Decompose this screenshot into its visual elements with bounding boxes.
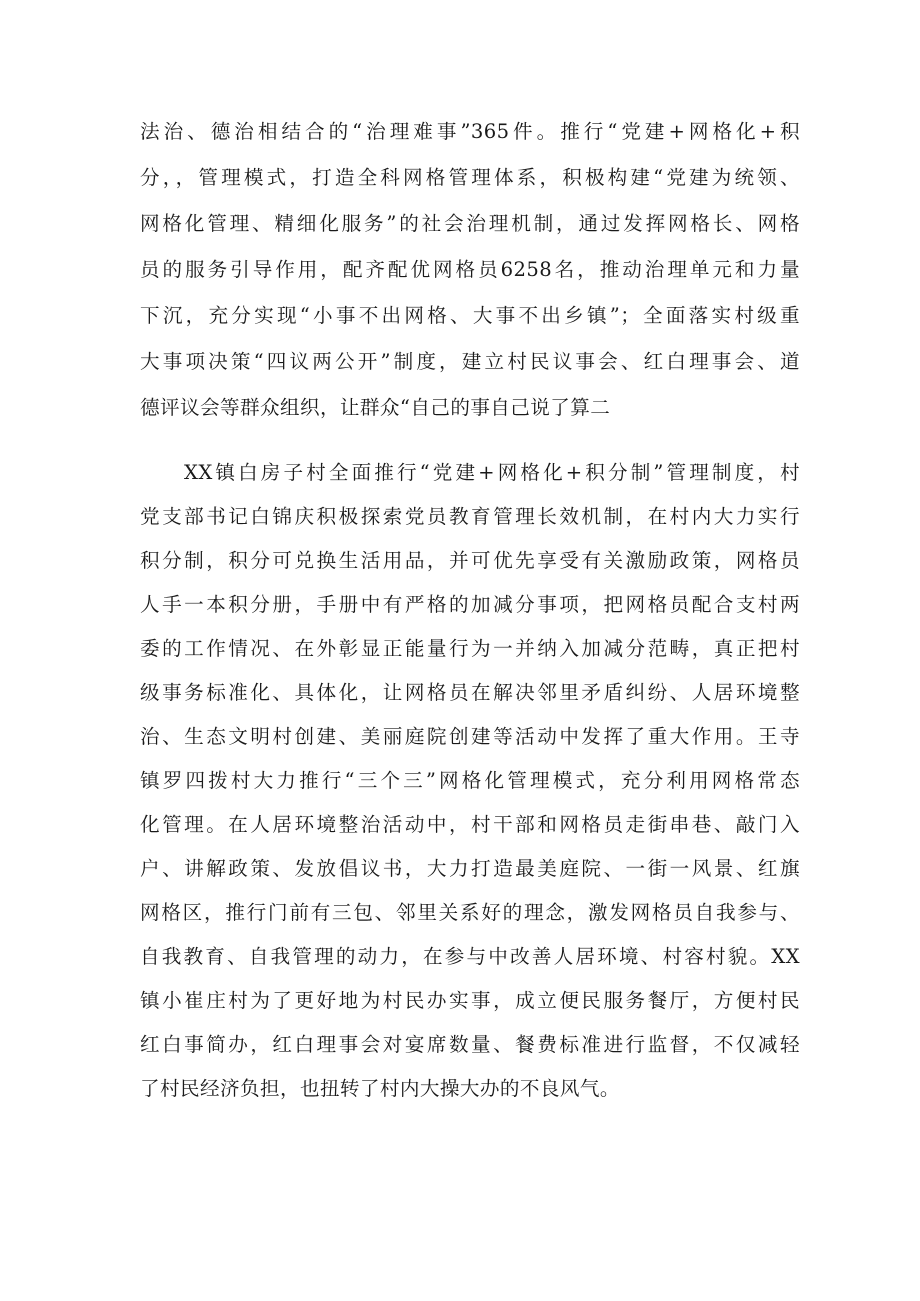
paragraph-2-line: 自我教育、自我管理的动力，在参与中改善人居环境、村容村貌。XX [140, 945, 800, 968]
paragraph-2-line: 党支部书记白锦庆积极探索党员教育管理长效机制，在村内大力实行 [140, 505, 800, 528]
paragraph-2-line: 红白事简办，红白理事会对宴席数量、餐费标准进行监督，不仅减轻 [140, 1033, 800, 1056]
paragraph-1-line: 德评议会等群众组织，让群众“自己的事自己说了算二 [140, 396, 611, 419]
paragraph-2-line: 了村民经济负担，也扭转了村内大操大办的不良风气。 [140, 1077, 620, 1100]
paragraph-2-line: XX镇白房子村全面推行“党建+网格化+积分制”管理制度，村 [184, 461, 800, 484]
paragraph-2-line: 网格区，推行门前有三包、邻里关系好的理念，激发网格员自我参与、 [140, 901, 800, 924]
paragraph-2-line: 化管理。在人居环境整治活动中，村干部和网格员走街串巷、敲门入 [140, 813, 800, 836]
paragraph-1-line: 法治、德治相结合的“治理难事”365件。推行“党建+网格化+积 [140, 120, 800, 143]
paragraph-2-line: 镇小崔庄村为了更好地为村民办实事，成立便民服务餐厅，方便村民 [140, 989, 800, 1012]
paragraph-1-line: 下沉，充分实现“小事不出网格、大事不出乡镇”；全面落实村级重 [140, 304, 800, 327]
paragraph-1-line: 网格化管理、精细化服务”的社会治理机制，通过发挥网格长、网格 [140, 212, 800, 235]
paragraph-1-line: 分，，管理模式，打造全科网格管理体系，积极构建“党建为统领、 [140, 166, 800, 189]
paragraph-2-line: 委的工作情况、在外彰显正能量行为一并纳入加减分范畴，真正把村 [140, 637, 800, 660]
paragraph-2-line: 镇罗四拨村大力推行“三个三”网格化管理模式，充分利用网格常态 [140, 769, 800, 792]
paragraph-1-line: 员的服务引导作用，配齐配优网格员6258名，推动治理单元和力量 [140, 258, 800, 281]
paragraph-2-line: 级事务标准化、具体化，让网格员在解决邻里矛盾纠纷、人居环境整 [140, 681, 800, 704]
paragraph-2-line: 积分制，积分可兑换生活用品，并可优先享受有关激励政策，网格员 [140, 549, 800, 572]
paragraph-2-line: 人手一本积分册，手册中有严格的加减分事项，把网格员配合支村两 [140, 593, 800, 616]
paragraph-2-line: 治、生态文明村创建、美丽庭院创建等活动中发挥了重大作用。王寺 [140, 725, 800, 748]
paragraph-1-line: 大事项决策“四议两公开”制度，建立村民议事会、红白理事会、道 [140, 350, 800, 373]
paragraph-2-line: 户、讲解政策、发放倡议书，大力打造最美庭院、一街一风景、红旗 [140, 857, 800, 880]
